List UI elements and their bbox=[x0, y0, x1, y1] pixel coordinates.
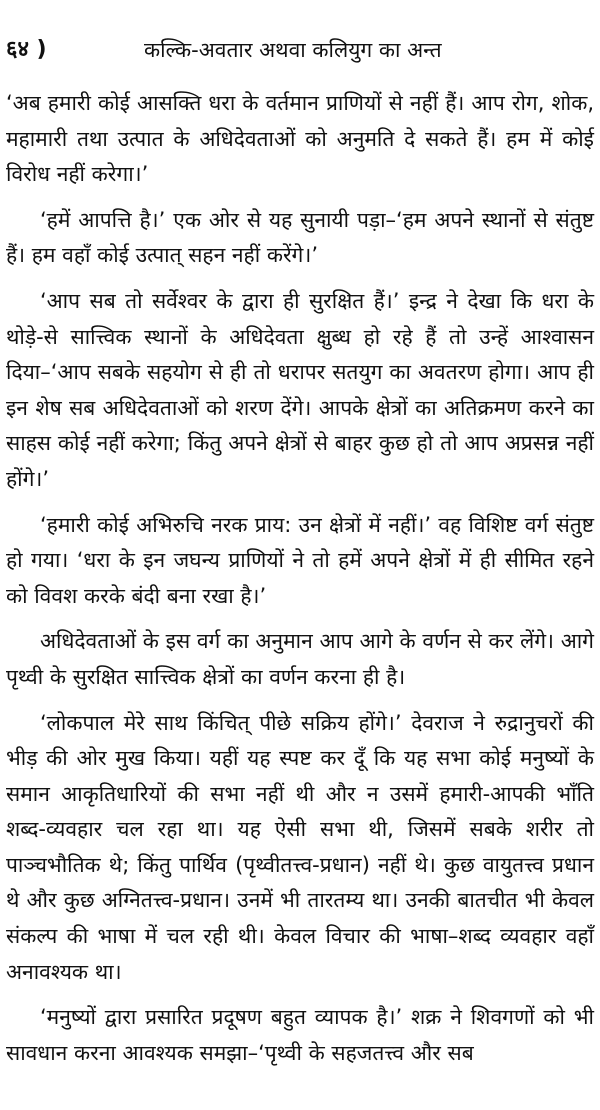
paragraph: ‘आप सब तो सर्वेश्वर के द्वारा ही सुरक्षित हैं।’ इन्द्र ने देखा कि धरा के थोड़े-से सात्त्विक स्थानों के अधिदेवता क्षुब्ध हो रहे हैं तो उन्हें आश्वासन दिया–‘आप सबके सहयोग से ही तो धरापर सतयुग का अवतरण होगा। आप ही इन शेष सब अधिदेवताओं को शरण देंगे। आपके क्षेत्रों का अतिक्रमण करने का साहस कोई नहीं करेगा; किंतु अपने क्षेत्रों से बाहर कुछ हो तो आप अप्रसन्न नहीं होंगे।’ bbox=[6, 288, 594, 491]
page-number: ६४ ) bbox=[6, 37, 47, 62]
running-title: कल्कि-अवतार अथवा कलियुग का अन्त bbox=[144, 38, 442, 62]
page-header bbox=[6, 30, 594, 70]
body-text bbox=[6, 86, 594, 1071]
paragraph: ‘हमारी कोई अभिरुचि नरक प्राय: उन क्षेत्रों में नहीं।’ वह विशिष्ट वर्ग संतुष्ट हो गया। ‘धरा के इन जघन्य प्राणियों ने तो हमें अपने क्षेत्रों में ही सीमित रहने को विवश करके बंदी बना रखा है।’ bbox=[6, 512, 594, 608]
paragraph: अधिदेवताओं के इस वर्ग का अनुमान आप आगे के वर्णन से कर लेंगे। आगे पृथ्वी के सुरक्षित सात्त्विक क्षेत्रों का वर्णन करना ही है। bbox=[6, 629, 594, 689]
paragraph: ‘अब हमारी कोई आसक्ति धरा के वर्तमान प्राणियों से नहीं हैं। आप रोग, शोक, महामारी तथा उत्पात के अधिदेवताओं को अनुमति दे सकते हैं। हम में कोई विरोध नहीं करेगा।’ bbox=[6, 91, 594, 187]
paragraph: ‘हमें आपत्ति है।’ एक ओर से यह सुनायी पड़ा–‘हम अपने स्थानों से संतुष्ट हैं। हम वहाँ कोई उत्पात् सहन नहीं करेंगे।’ bbox=[6, 207, 594, 268]
paragraph: ‘लोकपाल मेरे साथ किंचित् पीछे सक्रिय होंगे।’ देवराज ने रुद्रानुचरों की भीड़ की ओर मुख किया। यहीं यह स्पष्ट कर दूँ कि यह सभा कोई मनुष्यों के समान आकृतिधारियों की सभा नहीं थी और न उसमें हमारी-आपकी भाँति शब्द-व्यवहार चल रहा था। यह ऐसी सभा थी, जिसमें सबके शरीर तो पाञ्चभौतिक थे; किंतु पार्थिव (पृथ्वीतत्त्व-प्रधान) नहीं थे। कुछ वायुतत्त्व प्रधान थे और कुछ अग्नितत्त्व-प्रधान। उनमें भी तारतम्य था। उनकी बातचीत भी केवल संकल्प की भाषा में चल रही थी। केवल विचार की भाषा–शब्द व्यवहार वहाँ अनावश्यक था। bbox=[6, 710, 594, 984]
paragraph: ‘मनुष्यों द्वारा प्रसारित प्रदूषण बहुत व्यापक है।’ शक्र ने शिवगणों को भी सावधान करना आवश्यक समझा–‘पृथ्वी के सहजतत्त्व और सब bbox=[6, 1005, 594, 1065]
